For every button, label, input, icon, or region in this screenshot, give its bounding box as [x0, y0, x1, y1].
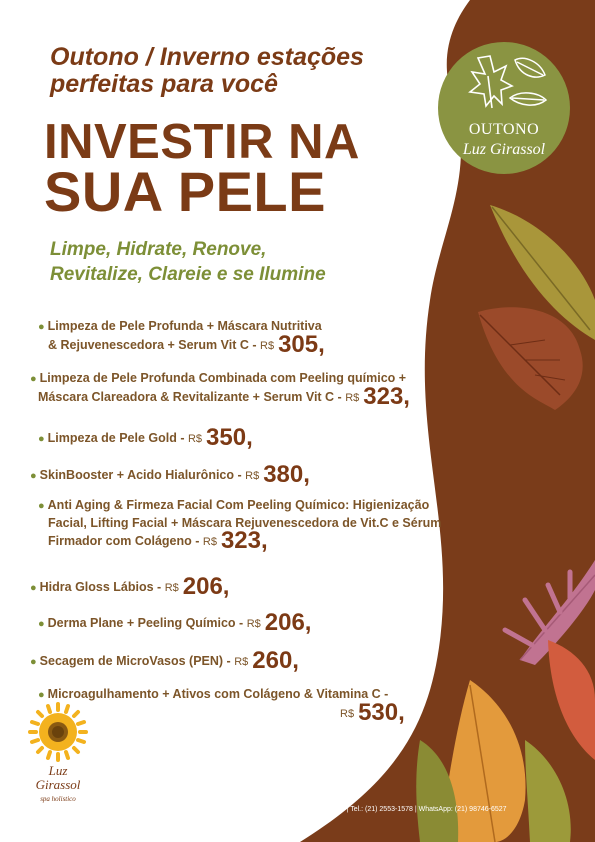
service-price: 323, [220, 527, 268, 554]
service-item [30, 370, 410, 410]
footer-contact: Rua Paissandu, 272 | Flamengo - RJ | Tel.: (21) 2553-1578 | WhatsApp: (21) 98746-6527 [230, 806, 507, 813]
headline-line2: SUA PELE [44, 160, 326, 223]
service-text: Firmador com Colágeno - [48, 534, 200, 548]
badge-brand: Luz Girassol [462, 141, 546, 158]
bullet-icon: ● [30, 656, 37, 668]
service-item [30, 647, 299, 674]
subtitle [50, 44, 364, 98]
currency-label: R$ [345, 392, 360, 404]
bullet-icon: ● [38, 321, 45, 333]
service-text: Derma Plane + Peeling Químico - [47, 616, 244, 630]
service-text: SkinBooster + Acido Hialurônico - [39, 468, 242, 482]
currency-label: R$ [202, 536, 217, 548]
subtitle-line2: perfeitas para você [50, 70, 278, 98]
bullet-icon: ● [38, 433, 45, 445]
logo-line1: Luz [48, 763, 68, 778]
bullet-icon: ● [38, 618, 45, 630]
service-price: 380, [263, 461, 310, 488]
service-text: Hidra Gloss Lábios - [39, 580, 162, 594]
currency-label: R$ [245, 470, 260, 482]
service-text: Facial, Lifting Facial + Máscara Rejuvenescedora de Vit.C e Sérum [48, 516, 442, 530]
currency-label: R$ [246, 618, 261, 630]
service-text: Limpeza de Pele Gold - [47, 431, 185, 445]
service-item [38, 497, 442, 554]
currency-label: R$ [187, 433, 203, 445]
tagline [50, 237, 326, 287]
logo-text [18, 764, 98, 806]
service-item [30, 573, 230, 600]
service-item [38, 318, 325, 358]
bullet-icon: ● [38, 500, 45, 512]
service-item [38, 424, 253, 451]
bullet-icon: ● [30, 470, 37, 482]
service-price: 350, [206, 424, 253, 451]
service-item [38, 686, 405, 726]
bullet-icon: ● [30, 373, 37, 385]
service-text: Limpeza de Pele Profunda Combinada com Peeling químico + [39, 371, 407, 385]
tagline-line2: Revitalize, Clareie e se Ilumine [50, 264, 326, 285]
service-text: Anti Aging & Firmeza Facial Com Peeling Químico: Higienização [47, 498, 430, 512]
service-text: Microagulhamento + Ativos com Colágeno & Vitamina C - [47, 687, 389, 701]
currency-label: R$ [234, 656, 249, 668]
service-text: Limpeza de Pele Profunda + Máscara Nutritiva [47, 319, 322, 333]
badge-title: OUTONO [468, 121, 540, 138]
service-price: 206, [182, 573, 230, 600]
service-price: 305, [278, 331, 325, 358]
service-text: Máscara Clareadora & Revitalizante + Serum Vit C - [38, 390, 342, 404]
service-price: 206, [264, 609, 312, 636]
service-price: 530, [358, 699, 405, 726]
service-price: 260, [252, 647, 299, 674]
bullet-icon: ● [38, 689, 45, 701]
bullet-icon: ● [30, 582, 37, 594]
logo-tagline: spa holistico [40, 795, 76, 803]
subtitle-line1: Outono / Inverno estações [50, 43, 364, 71]
service-item [30, 461, 310, 488]
service-item [38, 609, 312, 636]
service-price: 323, [363, 383, 410, 410]
headline-line1: INVESTIR NA [44, 115, 360, 169]
currency-label: R$ [164, 582, 179, 594]
tagline-line1: Limpe, Hidrate, Renove, [50, 239, 267, 260]
currency-label: R$ [340, 708, 355, 720]
logo-line2: Girassol [35, 777, 81, 792]
service-text: & Rejuvenescedora + Serum Vit C - [48, 338, 257, 352]
currency-label: R$ [260, 340, 275, 352]
service-text: Secagem de MicroVasos (PEN) - [39, 654, 231, 668]
